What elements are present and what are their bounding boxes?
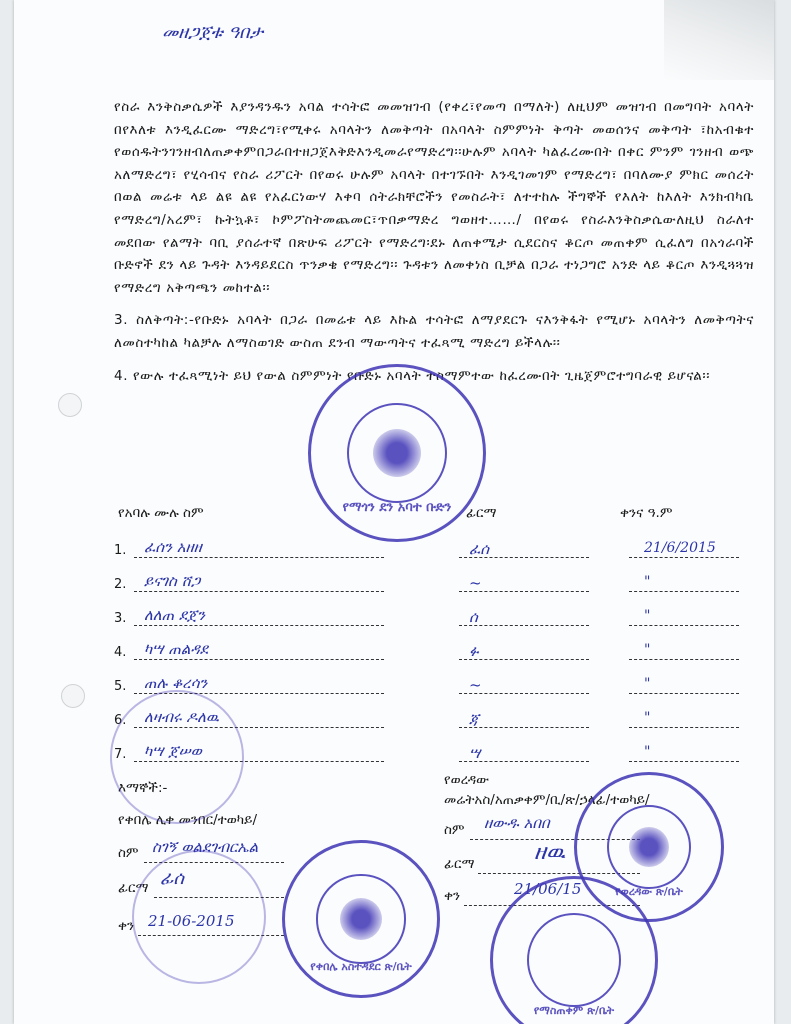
paragraph-effective: 4. የውሉ ተፈጻሚነት ይህ የውል ስምምነት የቡድኑ አባላት ተስማምተው ከፈረሙበት ጊዜጀምሮተግባራዊ ይሆናል፡፡: [114, 367, 710, 384]
faint-stamp-impression: [110, 690, 244, 824]
stamp-inner-ring: [527, 913, 622, 1008]
member-name: ጠሉ ቆረሳን: [144, 674, 208, 692]
col-header-signature: ፊርማ: [466, 505, 497, 521]
document-page: [14, 0, 774, 1024]
dotted-line: [134, 557, 384, 558]
dotted-line: [134, 591, 384, 592]
row-number: 3.: [114, 611, 127, 626]
right-date-label: ቀን: [444, 888, 461, 904]
dotted-line: [629, 659, 739, 660]
faint-stamp-impression: [132, 850, 266, 984]
paragraph-penalty: 3. ስለቅጣት:-የቡድኑ አባላት በጋራ በመሬቱ ላይ እኩል ተሳትፎ ለማያደርጉ ናእንቅፋት የሚሆኑ አባላትን ለመቅጣትና ለመስተካከል ካልቻሉ ለማስወገድ ውስጠ ደንብ ማውጣትና ተፈጻሚ ማድረግ ይችላሉ፡፡: [114, 312, 754, 351]
emblem-icon: [340, 898, 383, 941]
punch-hole: [58, 393, 82, 417]
row-number: 5.: [114, 679, 127, 694]
row-number: 2.: [114, 577, 127, 592]
left-name-label: ስም: [118, 845, 139, 861]
stamp-ring-text: የማጎን ደን አባተ ቡድን: [342, 499, 452, 515]
member-date: ": [644, 710, 651, 726]
dotted-line: [629, 693, 739, 694]
dotted-line: [629, 591, 739, 592]
receiver-title: የቀበሌ ሊቀ መንበር/ተወካይ/: [118, 812, 257, 828]
member-signature: ሣ: [469, 744, 481, 762]
row-number: 1.: [114, 543, 127, 558]
member-date: ": [644, 642, 651, 658]
row-number: 4.: [114, 645, 127, 660]
member-row: [114, 672, 744, 696]
verifier-title: መሬትአስ/አጠቃቀም/ቢ/ጽ/ኃላፊ/ተወካይ/: [444, 792, 650, 808]
row-number: 6.: [114, 713, 127, 728]
right-witness-signature: ዘዉ: [534, 840, 566, 865]
left-sign-label: ፊርማ: [118, 880, 149, 896]
stamp-ring-text: የቀበሌ አስተዳደር ጽ/ቤት: [310, 959, 412, 973]
member-signature: ~: [469, 676, 482, 694]
dotted-line: [134, 625, 384, 626]
dotted-line: [134, 659, 384, 660]
member-date: 21/6/2015: [644, 540, 716, 556]
member-signature: ~: [469, 574, 482, 592]
right-witness-date: 21/06/15: [514, 880, 582, 898]
member-signature: ፈሰ: [469, 540, 490, 558]
dotted-line: [629, 625, 739, 626]
stamp-inner-ring: [607, 805, 692, 890]
stamp-inner-ring: [347, 403, 447, 503]
member-row: [114, 570, 744, 594]
member-name: ካሣ ጀሠወ: [144, 742, 202, 760]
emblem-icon: [373, 429, 421, 477]
right-witness-name: ዘውዱ አበበ: [484, 814, 550, 832]
member-row: [114, 536, 744, 560]
witnesses-heading: እማኞች:-: [118, 780, 168, 796]
member-signature: ጃ: [469, 710, 479, 728]
kebele-stamp: [282, 840, 440, 998]
member-name: ለለጠ ደጀን: [144, 606, 205, 624]
member-date: ": [644, 608, 651, 624]
stamp-inner-ring: [316, 874, 405, 963]
punch-hole: [61, 684, 85, 708]
row-number: 7.: [114, 747, 127, 762]
agreement-body: [114, 96, 754, 397]
member-date: ": [644, 744, 651, 760]
verifier-label: የወረዳው: [444, 772, 490, 788]
member-name: ይናገስ ሸጋ: [144, 572, 201, 590]
stamp-ring-text: የወረዳው ጽ/ቤት: [615, 884, 683, 898]
handwritten-title: መዘጋጀቱ ዓበታ: [162, 22, 263, 43]
member-row: [114, 638, 744, 662]
paragraph-duties: የስራ እንቅስቃሴዎች እያንዳንዱን አባል ተሳትፎ መመዝገብ (የቀረ፣የመጣ በማለት) ለዚህም መዝገብ በመግባት አባላት በየእለቱ እንዲፈርሙ ማድረግ፣የሚቀሩ አባላትን ለመቅጣት በአባላት ስምምነት ቅጣት መወሰንና መቅጣት ፣ከአብቁተ የወሰዱትንገንዘብለጠቃቀምበጋራበተዘጋጀእቅድእንዲመራየማድረግ፡፡ሁሉም አባላት ካልፈረሙበት በቀር ምንም ገንዘብ ወጭ አለማድረግ፣ የሂሳብና የስራ ሪፖርት በየወሩ ሁሉም አባላት በተገኙበት እንዲገመገም የማድረግ፣ በባለሙያ ምክር መሰረት በወል መሬቱ ላይ ልዩ ልዩ የአፈርነውሃ እቀባ ሰትራክቸሮችን የመስራት፣ ለተተከሉ ችግኞች የእለት ከእለት እንክብካቤ የማድረግ/አረም፣ ኩትኳቶ፣ ኮምፖስትመጨመር፣ጥበቃማድረ ግወዘተ……/ በየወሩ የስራእንቅስቃሴውለዚህ ስራለተ መደበው የልማት ባቢ ያሰራተኛ በጽሁፍ ሪፖርት የማድረግ፡ደኑ ለጠቀሜታ ሲደርስና ቆርጦ መጠቀም ሲፈለግ በአጎራባች ቡድኖች ደን ላይ ጉዳት እንዳይደርስ ጥንቃቄ የማድረግ፡፡ ጉዳቱን ለመቀነስ ቢቻል በጋራ ተነጋግሮ አንድ ላይ ቆርጦ እንዲጓጓዝ የማድረግ አቅጣጫን መከተል፡፡: [114, 99, 754, 296]
member-signature: ሰ: [469, 608, 478, 626]
dotted-line: [629, 557, 739, 558]
col-header-name: የአባሉ ሙሉ ስም: [118, 505, 204, 521]
member-date: ": [644, 676, 651, 692]
member-date: ": [644, 574, 651, 590]
right-sign-label: ፊርማ: [444, 856, 475, 872]
stamp-ring-text: የማስጠቀም ጽ/ቤት: [533, 1004, 615, 1018]
emblem-icon: [629, 827, 669, 867]
left-witness-date: 21-06-2015: [148, 912, 235, 930]
member-name: ካሣ ጠልዳደ: [144, 640, 208, 658]
dotted-line: [629, 727, 739, 728]
left-witness-name: ስገኝ ወልደገብርኤል: [152, 838, 259, 856]
right-name-label: ስም: [444, 822, 465, 838]
col-header-date: ቀንና ዓ.ም: [620, 505, 673, 521]
dotted-line: [459, 625, 589, 626]
member-signature: ፉ: [469, 642, 479, 660]
page-corner-shadow: [664, 0, 774, 80]
group-stamp: [308, 364, 486, 542]
left-date-label: ቀን: [118, 918, 135, 934]
member-name: ለዛብሩ ዶለዉ: [144, 708, 219, 726]
member-name: ፈሰን አዘዘ: [144, 538, 202, 556]
dotted-line: [629, 761, 739, 762]
left-witness-signature: ፊሰ: [160, 868, 184, 889]
member-row: [114, 604, 744, 628]
